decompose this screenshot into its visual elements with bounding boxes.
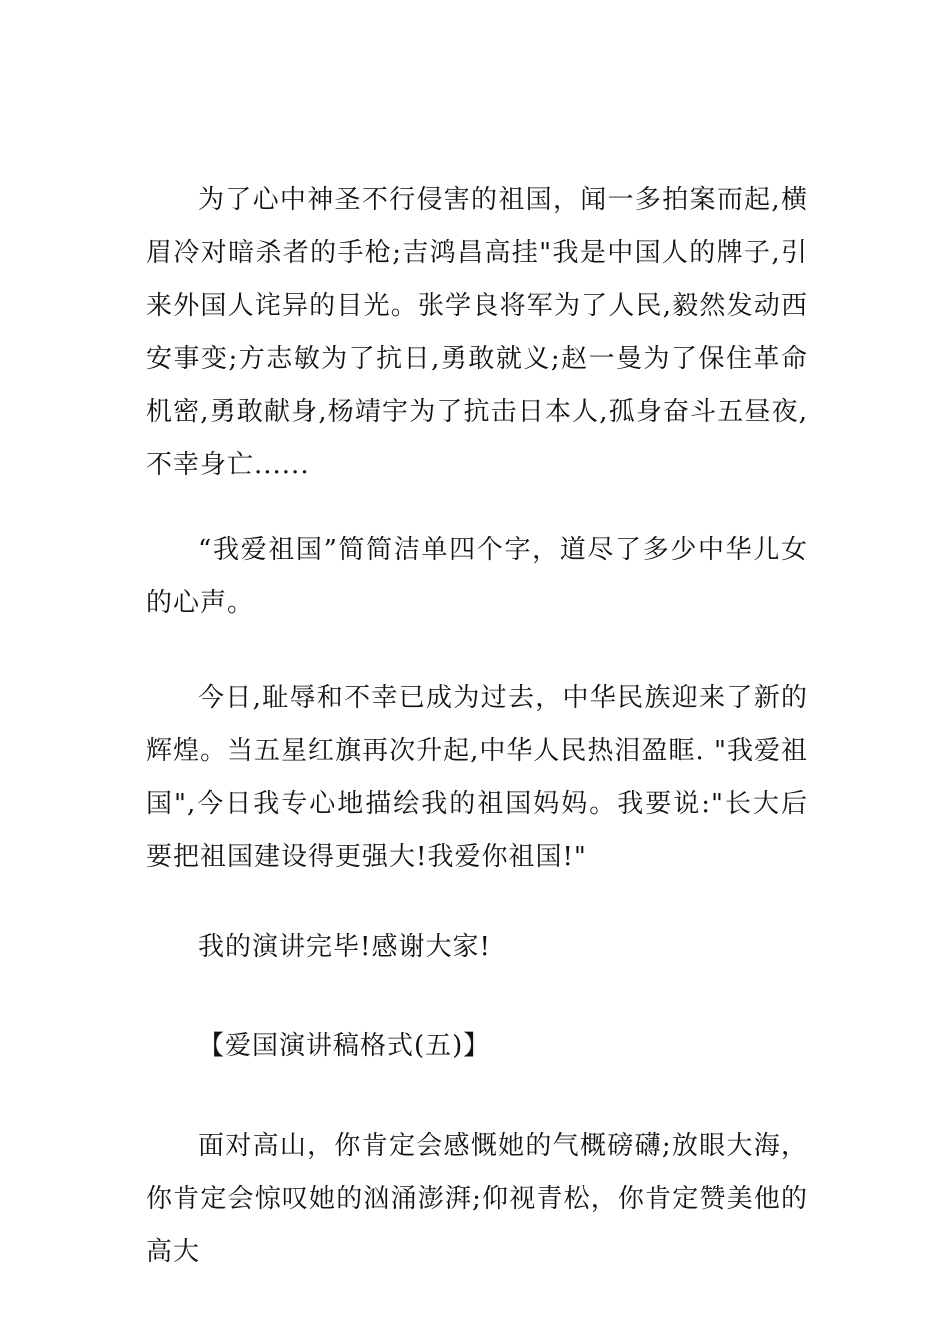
paragraph-closing-thanks: 我的演讲完毕!感谢大家! <box>198 932 491 962</box>
section-heading: 【爱国演讲稿格式(五)】 <box>198 1031 491 1061</box>
paragraph-i-love-motherland: “我爱祖国”简简洁单四个字，道尽了多少中华儿女的心声。 <box>146 535 808 618</box>
paragraph-patriot-heroes: 为了心中神圣不行侵害的祖国，闻一多拍案而起,横眉冷对暗杀者的手枪;吉鸿昌高挂"我是中国人的牌子,引来外国人诧异的目光。张学良将军为了人民,毅然发动西安事变;方志敏为了抗日,勇敢就义;赵一曼为了保住革命机密,勇敢献身,杨靖宇为了抗击日本人,孤身奋斗五昼夜,不幸身亡...... <box>146 185 808 480</box>
paragraph-today-glory: 今日,耻辱和不幸已成为过去，中华民族迎来了新的辉煌。当五星红旗再次升起,中华人民热泪盈眶. "我爱祖国",今日我专心地描绘我的祖国妈妈。我要说:"长大后要把祖国建设得更强大!我爱你祖国!" <box>146 683 808 872</box>
paragraph-mountains-seas: 面对高山，你肯定会感慨她的气概磅礴;放眼大海，你肯定会惊叹她的汹涌澎湃;仰视青松，你肯定赞美他的高大 <box>146 1131 808 1267</box>
